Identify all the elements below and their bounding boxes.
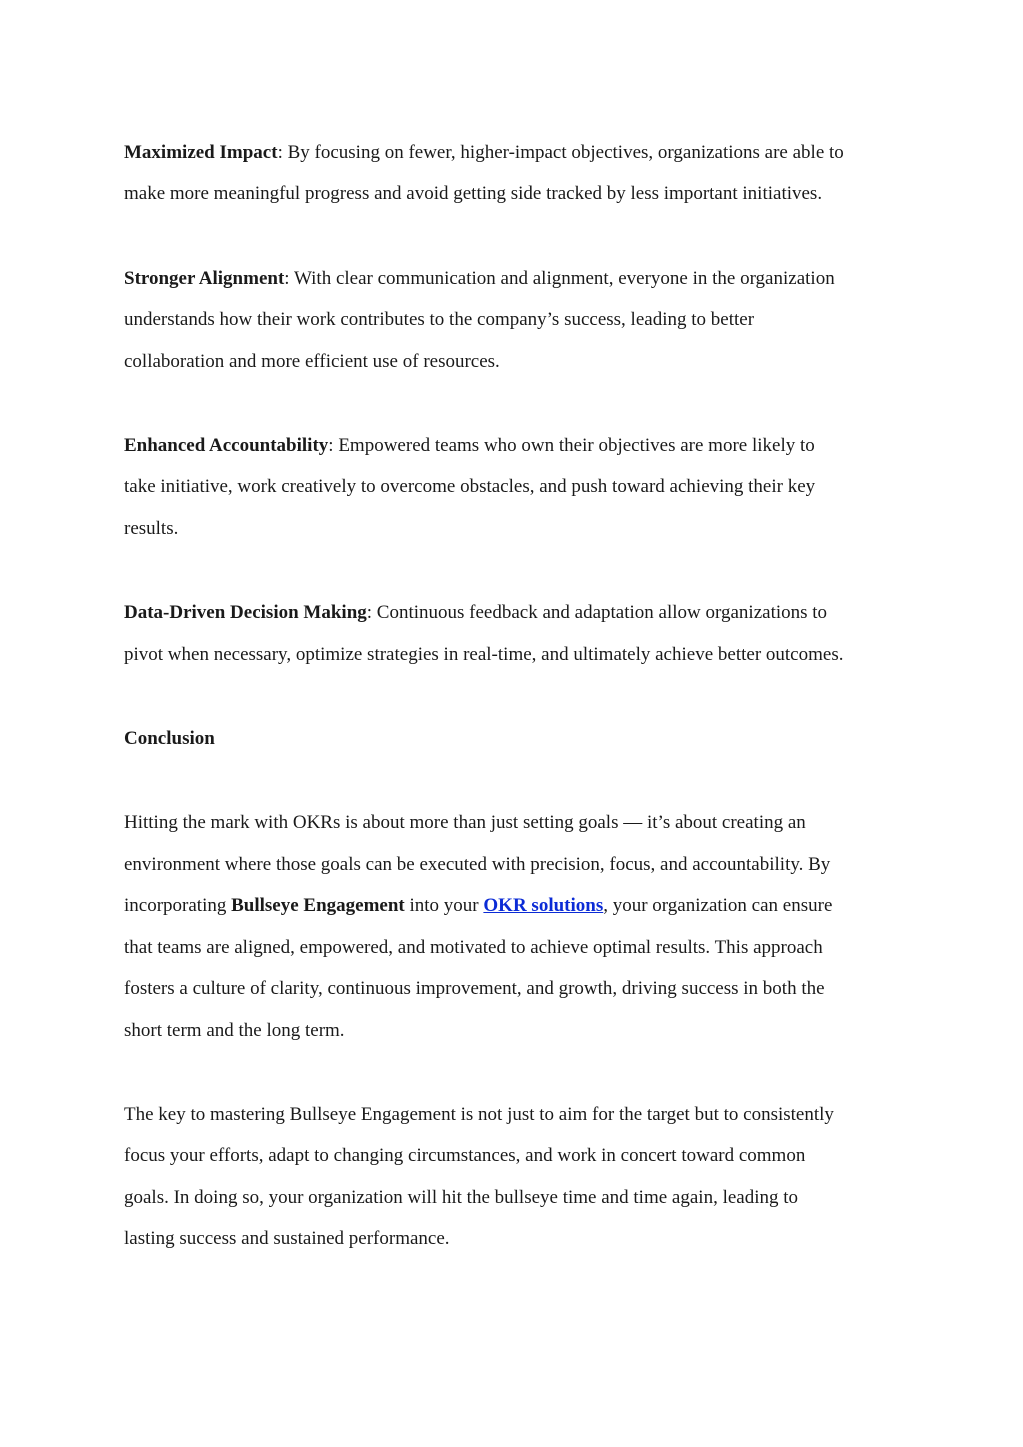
benefit-line [124,425,914,466]
paragraph-line: short term and the long term. [124,1019,345,1041]
benefit-text: : With clear communication and alignment, everyone in the organization [284,267,835,289]
paragraph-line: lasting success and sustained performance. [124,1228,450,1250]
benefit-text: : By focusing on fewer, higher-impact objectives, organizations are able to [277,142,844,163]
benefit-data-driven-decision-making [124,592,914,675]
paragraph-line: fosters a culture of clarity, continuous improvement, and growth, driving success in both the [124,978,825,1000]
conclusion-paragraph-2 [124,1094,914,1260]
paragraph-text: , your organization can ensure [603,895,833,917]
benefit-term: Data-Driven Decision Making [124,602,367,624]
paragraph-text: incorporating [124,895,232,917]
benefit-line: results. [124,517,179,539]
benefit-enhanced-accountability [124,425,914,549]
paragraph-line: focus your efforts, adapt to changing circumstances, and work in concert toward common [124,1145,806,1167]
okr-solutions-link[interactable]: OKR solutions [483,895,604,917]
benefit-line: make more meaningful progress and avoid getting side tracked by less important initiatives. [124,183,823,205]
paragraph-line: environment where those goals can be executed with precision, focus, and accountability. By [124,853,831,875]
benefit-line [124,132,914,173]
paragraph-line: The key to mastering Bullseye Engagement is not just to aim for the target but to consistently [124,1103,834,1125]
benefit-stronger-alignment [124,258,914,382]
benefit-text: : Empowered teams who own their objectives are more likely to [328,435,815,457]
benefit-term: Stronger Alignment [124,267,285,289]
benefit-line: take initiative, work creatively to overcome obstacles, and push toward achieving their key [124,476,816,498]
benefit-line: understands how their work contributes to the company’s success, leading to better [124,309,755,331]
paragraph-line: that teams are aligned, empowered, and motivated to achieve optimal results. This approach [124,936,823,958]
section-heading-conclusion: Conclusion [124,728,215,750]
document-page [124,132,914,1303]
benefit-term: Enhanced Accountability [124,435,329,457]
paragraph-line: goals. In doing so, your organization will hit the bullseye time and time again, leading to [124,1186,799,1208]
benefit-term: Maximized Impact [124,142,278,163]
benefit-text: : Continuous feedback and adaptation allow organizations to [366,602,828,624]
paragraph-line [124,885,914,926]
benefit-maximized-impact [124,132,914,215]
paragraph-text: into your [404,895,484,917]
benefit-line [124,592,914,633]
benefit-line: pivot when necessary, optimize strategies in real-time, and ultimately achieve better outcomes. [124,643,844,665]
benefit-line [124,258,914,299]
bold-text: Bullseye Engagement [231,895,405,917]
paragraph-line: Hitting the mark with OKRs is about more than just setting goals — it’s about creating an [124,812,806,834]
conclusion-paragraph-1 [124,802,914,1050]
benefit-line: collaboration and more efficient use of resources. [124,350,500,372]
